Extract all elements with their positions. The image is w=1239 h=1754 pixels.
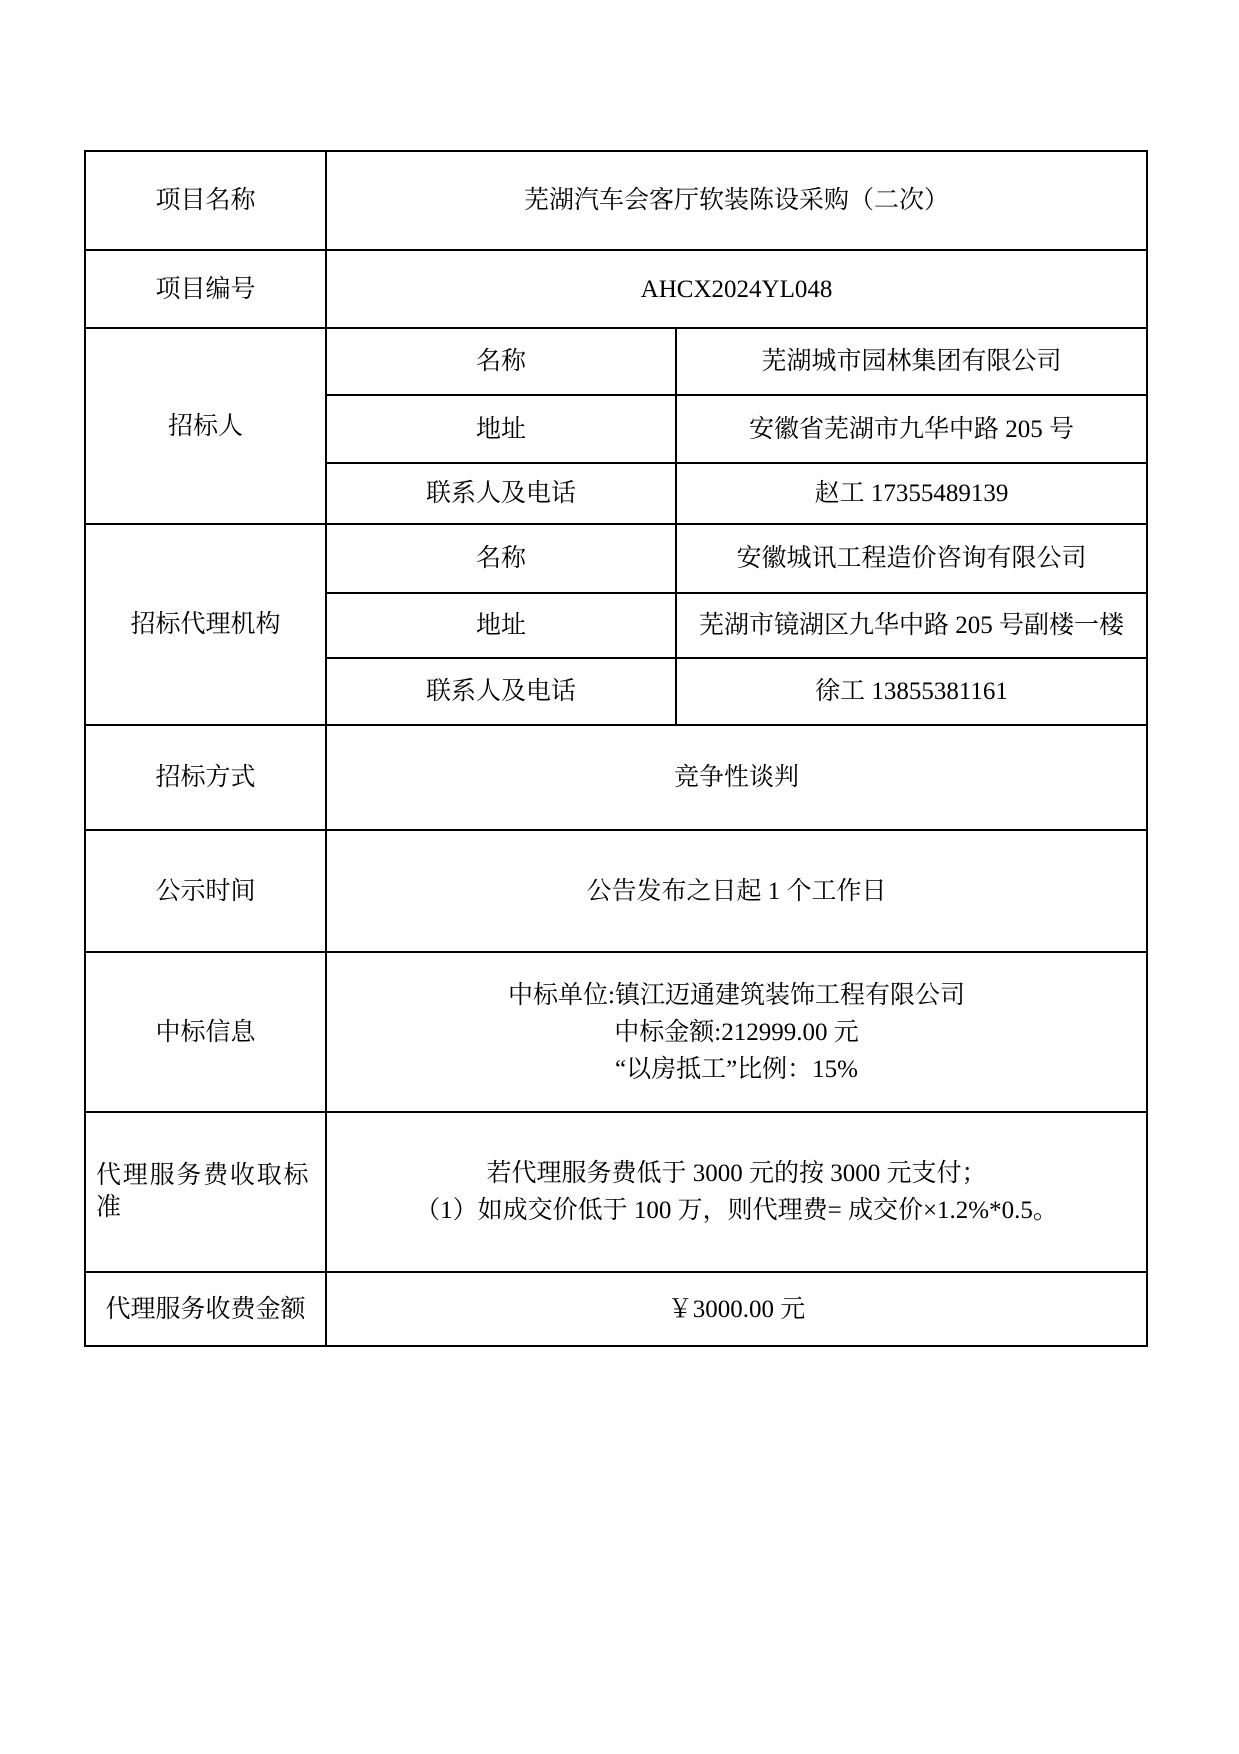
agency-fee-standard-label-text: 代理服务费收取标准 — [96, 1161, 309, 1221]
agency-fee-standard-value — [326, 1112, 1147, 1272]
agency-fee-standard-label — [85, 1112, 326, 1272]
tenderer-name-value: 芜湖城市园林集团有限公司 — [676, 328, 1147, 395]
tenderer-address-value: 安徽省芜湖市九华中路 205 号 — [676, 395, 1147, 463]
tender-result-table — [84, 150, 1148, 1347]
row-publicity-period — [85, 830, 1147, 952]
row-project-name — [85, 151, 1147, 250]
project-number-label: 项目编号 — [85, 250, 326, 328]
award-info-label: 中标信息 — [85, 952, 326, 1112]
publicity-period-value: 公告发布之日起 1 个工作日 — [326, 830, 1147, 952]
agency-contact-label: 联系人及电话 — [326, 658, 676, 725]
method-label: 招标方式 — [85, 725, 326, 830]
tenderer-section-label: 招标人 — [85, 328, 326, 524]
row-agency-name — [85, 524, 1147, 593]
tenderer-contact-value: 赵工 17355489139 — [676, 463, 1147, 524]
tenderer-contact-label: 联系人及电话 — [326, 463, 676, 524]
project-name-value: 芜湖汽车会客厅软装陈设采购（二次） — [326, 151, 1147, 250]
agency-fee-amount-label: 代理服务收费金额 — [85, 1272, 326, 1346]
project-name-label: 项目名称 — [85, 151, 326, 250]
row-award-info — [85, 952, 1147, 1112]
agency-address-value: 芜湖市镜湖区九华中路 205 号副楼一楼 — [676, 593, 1147, 658]
agency-fee-standard-line1: 若代理服务费低于 3000 元的按 3000 元支付； — [486, 1160, 987, 1187]
row-method — [85, 725, 1147, 830]
award-ratio-line: “以房抵工”比例：15% — [614, 1055, 859, 1083]
row-project-number — [85, 250, 1147, 328]
award-winner-line: 中标单位:镇江迈通建筑装饰工程有限公司 — [508, 981, 965, 1009]
tenderer-name-label: 名称 — [326, 328, 676, 395]
row-agency-fee-amount — [85, 1272, 1147, 1346]
award-info-value — [326, 952, 1147, 1112]
agency-name-value: 安徽城讯工程造价咨询有限公司 — [676, 524, 1147, 593]
publicity-period-label: 公示时间 — [85, 830, 326, 952]
row-agency-fee-standard — [85, 1112, 1147, 1272]
tenderer-address-label: 地址 — [326, 395, 676, 463]
method-value: 竞争性谈判 — [326, 725, 1147, 830]
row-tenderer-name — [85, 328, 1147, 395]
agency-section-label: 招标代理机构 — [85, 524, 326, 725]
agency-fee-standard-line2: （1）如成交价低于 100 万，则代理费= 成交价×1.2%*0.5。 — [415, 1197, 1058, 1224]
project-number-value: AHCX2024YL048 — [326, 250, 1147, 328]
agency-fee-amount-value: ￥3000.00 元 — [326, 1272, 1147, 1346]
agency-contact-value: 徐工 13855381161 — [676, 658, 1147, 725]
agency-address-label: 地址 — [326, 593, 676, 658]
award-amount-line: 中标金额:212999.00 元 — [614, 1018, 859, 1046]
agency-name-label: 名称 — [326, 524, 676, 593]
